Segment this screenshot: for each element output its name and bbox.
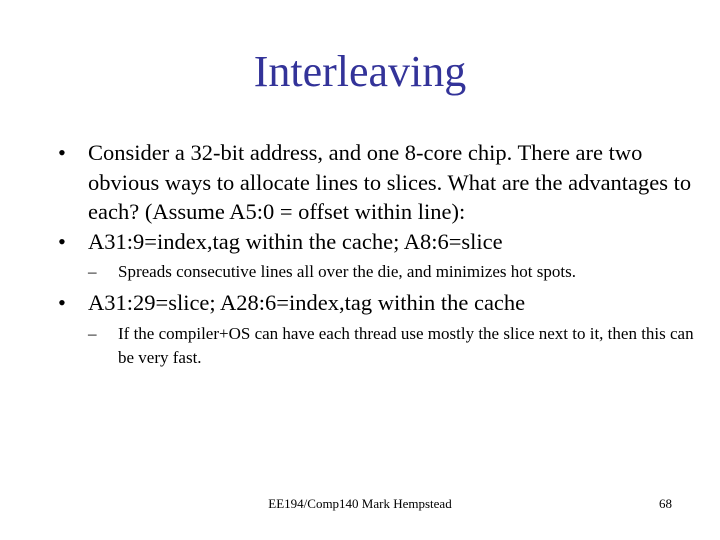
sub-bullet-item <box>58 322 698 370</box>
bullet-marker: • <box>58 228 66 254</box>
bullet-item <box>58 227 698 257</box>
sub-bullet-marker: – <box>88 323 97 343</box>
sub-bullet-item <box>58 260 698 284</box>
bullet-list <box>58 138 698 370</box>
bullet-marker: • <box>58 290 66 315</box>
slide-title: Interleaving <box>253 47 467 96</box>
footer-course: EE194/Comp140 Mark Hempstead <box>268 496 452 511</box>
sub-bullet-text: Spreads consecutive lines all over the die, and minimizes hot spots. <box>118 262 576 281</box>
sub-bullet-marker: – <box>88 262 97 281</box>
bullet-marker: • <box>58 140 66 165</box>
bullet-item <box>58 138 698 227</box>
sub-bullet-text: If the compiler+OS can have each thread use mostly the slice next to it, then this can be very fast. <box>118 323 694 367</box>
bullet-text: Consider a 32-bit address, and one 8-core chip. There are two obvious ways to allocate lines to slices. What are the advantages to each? (Assume A5:0 = offset within line): <box>88 140 692 224</box>
bullet-item <box>58 288 698 318</box>
bullet-text: A31:29=slice; A28:6=index,tag within the cache <box>88 290 526 315</box>
page-number: 68 <box>659 496 672 511</box>
bullet-text: A31:9=index,tag within the cache; A8:6=slice <box>88 228 503 254</box>
